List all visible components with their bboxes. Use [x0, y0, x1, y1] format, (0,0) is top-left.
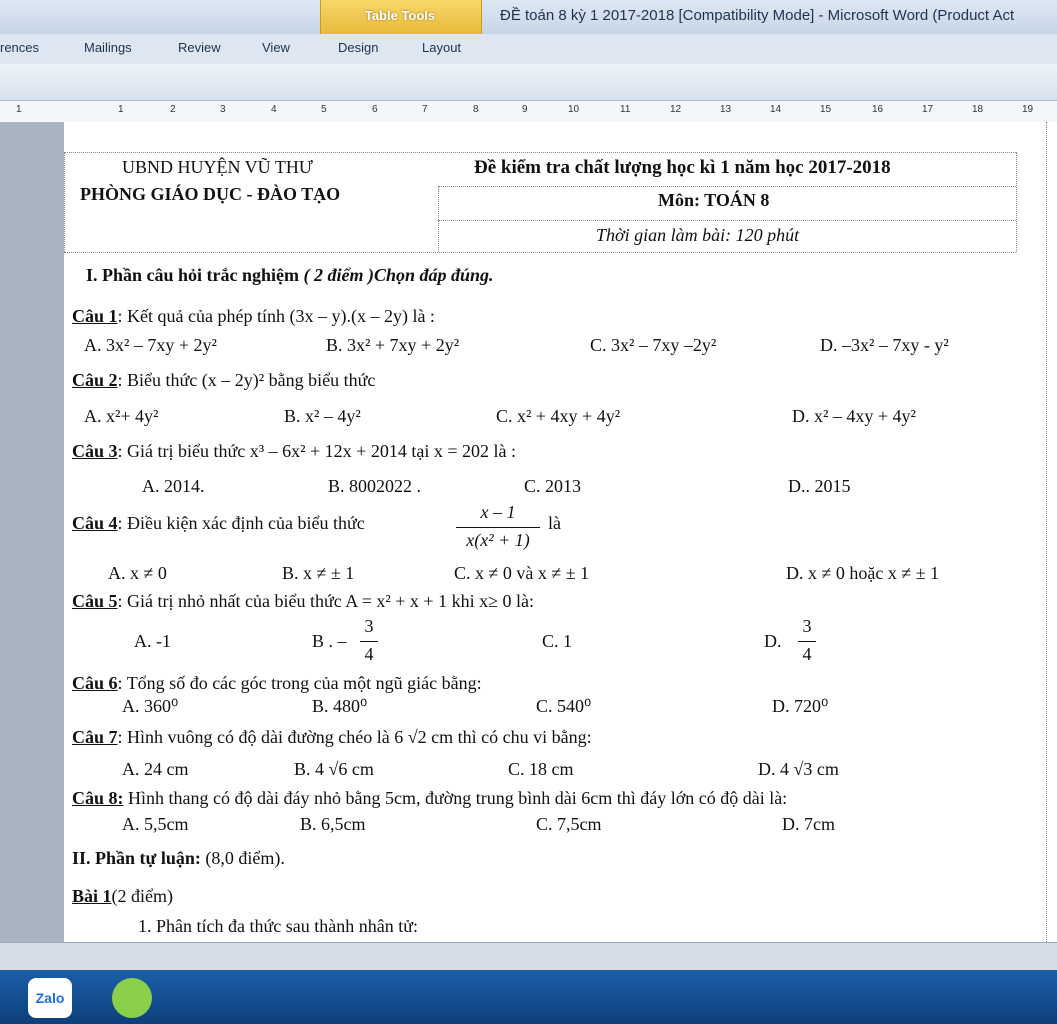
question-text: Hình thang có độ dài đáy nhỏ bằng 5cm, đường trung bình dài 6cm thì đáy lớn có độ dài là: — [123, 788, 788, 808]
option: B. 3x² + 7xy + 2y² — [326, 335, 460, 355]
header-left-line1: UBND HUYỆN VŨ THƯ — [122, 157, 313, 177]
ruler-number: 14 — [770, 104, 782, 115]
ruler-number: 7 — [422, 104, 428, 115]
ruler-number: 15 — [820, 104, 832, 115]
table-border — [64, 152, 65, 252]
option: C. 540⁰ — [536, 696, 592, 716]
option: A. 3x² – 7xy + 2y² — [84, 335, 217, 355]
section2-title: II. Phần tự luận: — [72, 848, 201, 868]
ruler-number: 19 — [1022, 104, 1034, 115]
header-right-line3: Thời gian làm bài: 120 phút — [596, 225, 800, 245]
window-title: ĐỀ toán 8 kỳ 1 2017-2018 [Compatibility Mode] - Microsoft Word (Product Act — [500, 7, 1015, 24]
question-1 — [72, 306, 435, 327]
tab-review[interactable]: Review — [178, 40, 221, 55]
section2-heading — [72, 848, 285, 869]
question-label: Câu 2 — [72, 370, 118, 390]
ruler-number: 5 — [321, 104, 327, 115]
ruler-number: 8 — [473, 104, 479, 115]
question-2 — [72, 370, 375, 391]
document-margin-area — [0, 122, 64, 942]
fraction-bar — [456, 527, 540, 528]
option: C. 1 — [542, 631, 573, 651]
ribbon-body — [0, 64, 1057, 100]
ruler-number: 10 — [568, 104, 580, 115]
option: D. 7cm — [782, 814, 835, 834]
option: D. 720⁰ — [772, 696, 829, 716]
tab-references[interactable]: rences — [0, 40, 40, 55]
option: D. x² – 4xy + 4y² — [792, 406, 916, 426]
question-label: Câu 6 — [72, 673, 118, 693]
question-6 — [72, 673, 482, 694]
ribbon-tab-bar — [0, 34, 1057, 65]
fraction-numerator: 3 — [802, 616, 812, 636]
option: C. 7,5cm — [536, 814, 602, 834]
table-border — [438, 220, 1016, 221]
option: A. x²+ 4y² — [84, 406, 159, 426]
ruler-number: 1 — [16, 104, 22, 115]
table-border — [438, 186, 439, 252]
ruler-number: 11 — [620, 104, 631, 115]
option: B. x² – 4y² — [284, 406, 361, 426]
question-label: Câu 3 — [72, 441, 118, 461]
option: D. –3x² – 7xy - y² — [820, 335, 949, 355]
tab-view[interactable]: View — [262, 40, 290, 55]
option: B. 6,5cm — [300, 814, 366, 834]
option: B. 480⁰ — [312, 696, 368, 716]
question-5 — [72, 591, 534, 612]
section1-note: ( 2 điểm )Chọn đáp đúng. — [303, 265, 494, 285]
option: C. 2013 — [524, 476, 582, 496]
header-right-line2: Môn: TOÁN 8 — [658, 190, 770, 210]
fraction-bar — [798, 641, 816, 642]
table-border — [64, 252, 1016, 253]
taskbar — [0, 970, 1057, 1024]
option: B. 4 √6 cm — [294, 759, 374, 779]
option: D. — [764, 631, 782, 651]
ruler-number: 16 — [872, 104, 884, 115]
tab-mailings[interactable]: Mailings — [84, 40, 132, 55]
question-text: : Kết quả của phép tính (3x – y).(x – 2y) là : — [117, 306, 435, 326]
section2-note: (8,0 điểm). — [205, 848, 285, 868]
question-text: : Giá trị nhỏ nhất của biểu thức A = x² + x + 1 khi x≥ 0 là: — [117, 591, 534, 611]
fraction-bar — [360, 641, 378, 642]
fraction-numerator: 3 — [364, 616, 374, 636]
question-label: Câu 1 — [72, 306, 118, 326]
bai-1-item-1: 1. Phân tích đa thức sau thành nhân tử: — [138, 916, 418, 936]
ruler-number: 1 — [118, 104, 124, 115]
option: D. 4 √3 cm — [758, 759, 839, 779]
option: A. 360⁰ — [122, 696, 179, 716]
ruler-number: 3 — [220, 104, 226, 115]
ruler-number: 4 — [271, 104, 277, 115]
table-tools-label: Table Tools — [364, 8, 436, 23]
section1-heading — [86, 265, 494, 286]
option: D.. 2015 — [788, 476, 851, 496]
fraction-denominator: x(x² + 1) — [466, 530, 530, 550]
option: A. 5,5cm — [122, 814, 189, 834]
ruler-number: 18 — [972, 104, 984, 115]
question-label: Câu 5 — [72, 591, 118, 611]
question-3 — [72, 441, 516, 462]
question-7 — [72, 727, 592, 748]
option: C. 18 cm — [508, 759, 574, 779]
section1-title: I. Phần câu hỏi trắc nghiệm — [86, 265, 300, 285]
horizontal-ruler[interactable] — [0, 100, 1057, 124]
question-text: : Biểu thức (x – 2y)² bằng biểu thức — [117, 370, 376, 390]
fraction-numerator: x – 1 — [480, 502, 516, 522]
question-label: Câu 8: — [72, 788, 124, 808]
question-text: : Tổng số đo các góc trong của một ngũ giác bằng: — [117, 673, 482, 693]
table-border — [1016, 152, 1017, 252]
question-text: : Điều kiện xác định của biểu thức — [117, 513, 365, 533]
question-8 — [72, 788, 787, 809]
question-4 — [72, 513, 365, 534]
header-left-line2: PHÒNG GIÁO DỤC - ĐÀO TẠO — [80, 184, 341, 204]
option: D. x ≠ 0 hoặc x ≠ ± 1 — [786, 563, 940, 583]
bai-note: (2 điểm) — [111, 886, 173, 906]
document-page[interactable] — [64, 122, 1057, 942]
option: C. 3x² – 7xy –2y² — [590, 335, 717, 355]
table-border — [64, 152, 1016, 153]
zalo-app-icon[interactable]: Zalo — [28, 978, 72, 1018]
app-leaf-icon[interactable] — [112, 978, 152, 1018]
option: A. -1 — [134, 631, 171, 651]
header-right-line1: Đề kiểm tra chất lượng học kì 1 năm học 2017-2018 — [474, 157, 891, 178]
option: B . – — [312, 631, 347, 651]
tab-layout[interactable]: Layout — [422, 40, 462, 55]
table-border — [438, 186, 1016, 187]
option: A. 2014. — [142, 476, 205, 496]
ruler-number: 2 — [170, 104, 176, 115]
option: C. x ≠ 0 và x ≠ ± 1 — [454, 563, 590, 583]
option: B. 8002022 . — [328, 476, 422, 496]
ruler-number: 9 — [522, 104, 528, 115]
ruler-number: 17 — [922, 104, 934, 115]
question-tail: là — [548, 513, 561, 533]
tab-design[interactable]: Design — [338, 40, 379, 55]
option: B. x ≠ ± 1 — [282, 563, 355, 583]
question-text: : Giá trị biểu thức x³ – 6x² + 12x + 2014 tại x = 202 là : — [117, 441, 516, 461]
question-text: : Hình vuông có độ dài đường chéo là 6 √2 cm thì có chu vi bằng: — [117, 727, 592, 747]
fraction-denominator: 4 — [802, 644, 812, 664]
ruler-number: 13 — [720, 104, 732, 115]
bai-label: Bài 1 — [72, 886, 112, 906]
option: C. x² + 4xy + 4y² — [496, 406, 621, 426]
question-label: Câu 7 — [72, 727, 118, 747]
ruler-number: 6 — [372, 104, 378, 115]
bai-1-heading — [72, 886, 173, 907]
option: A. x ≠ 0 — [108, 563, 167, 583]
fraction-denominator: 4 — [364, 644, 374, 664]
page-margin-line — [1046, 122, 1047, 942]
option: A. 24 cm — [122, 759, 189, 779]
question-label: Câu 4 — [72, 513, 118, 533]
status-bar — [0, 942, 1057, 971]
ruler-number: 12 — [670, 104, 682, 115]
